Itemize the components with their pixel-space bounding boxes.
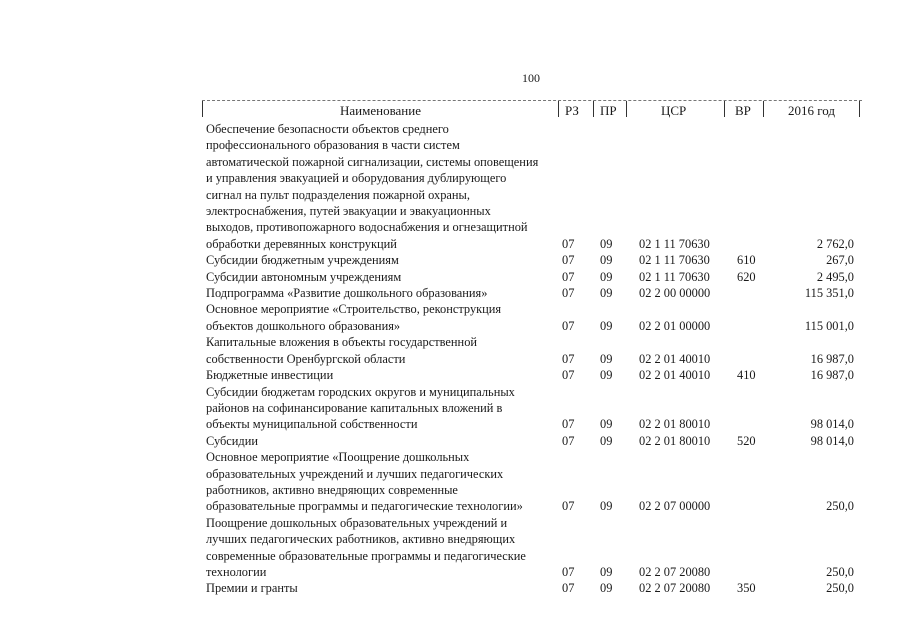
- header-name: Наименование: [340, 103, 421, 118]
- header-divider: [593, 101, 594, 117]
- cell-csr: 02 1 11 70630: [639, 269, 710, 284]
- table-row: [206, 449, 854, 515]
- cell-csr: 02 2 01 40010: [639, 351, 711, 366]
- header-pr: ПР: [600, 103, 617, 118]
- page-number: 100: [522, 71, 540, 85]
- cell-amount: 115 001,0: [804, 318, 854, 333]
- cell-pr: 09: [600, 564, 613, 579]
- cell-amount: 2 762,0: [816, 236, 854, 251]
- header-divider: [763, 101, 764, 117]
- table-row: [206, 334, 854, 367]
- cell-rz: 07: [562, 253, 575, 268]
- table-header: [202, 100, 862, 118]
- table-row: [206, 121, 854, 252]
- cell-vr: [737, 121, 787, 252]
- cell-amount: 115 351,0: [804, 286, 854, 301]
- cell-csr: 02 2 01 00000: [639, 318, 711, 333]
- cell-amount: 250,0: [826, 564, 854, 579]
- table-row: [206, 433, 854, 449]
- cell-csr: 02 2 01 80010: [639, 433, 711, 448]
- cell-amount: 98 014,0: [810, 417, 854, 432]
- cell-rz: 07: [562, 236, 575, 251]
- cell-vr: [737, 449, 787, 515]
- cell-name: Основное мероприятие «Строительство, реконструкция объектов дошкольного образования»: [206, 302, 502, 333]
- header-divider: [558, 101, 559, 117]
- cell-amount: 16 987,0: [810, 351, 854, 366]
- cell-csr: 02 2 01 80010: [639, 417, 711, 432]
- table-row: [206, 252, 854, 268]
- cell-amount: 267,0: [826, 253, 854, 268]
- header-year: 2016 год: [788, 103, 835, 118]
- cell-rz: 07: [562, 499, 575, 514]
- cell-vr: 520: [737, 433, 756, 448]
- table-row: [206, 285, 854, 301]
- cell-vr: 620: [737, 269, 756, 284]
- cell-rz: 07: [562, 581, 575, 596]
- header-divider: [859, 101, 860, 117]
- cell-pr: 09: [600, 499, 613, 514]
- cell-pr: 09: [600, 253, 613, 268]
- cell-name: Премии и гранты: [206, 581, 298, 596]
- cell-csr: 02 2 01 40010: [639, 368, 711, 383]
- cell-name: Субсидии бюджетам городских округов и муниципальных районов на софинансирование капитальных вложений в объекты муниципальной собственности: [206, 384, 515, 432]
- budget-table: [206, 121, 854, 597]
- cell-csr: 02 2 07 20080: [639, 581, 711, 596]
- cell-pr: 09: [600, 433, 613, 448]
- cell-csr: 02 2 07 00000: [639, 499, 711, 514]
- cell-pr: 09: [600, 236, 613, 251]
- cell-pr: 09: [600, 269, 613, 284]
- cell-vr: [737, 384, 787, 433]
- table-row: [206, 269, 854, 285]
- cell-amount: 250,0: [826, 499, 854, 514]
- cell-name: Субсидии: [206, 433, 258, 448]
- cell-amount: 2 495,0: [816, 269, 854, 284]
- header-vr: ВР: [735, 103, 751, 118]
- cell-rz: 07: [562, 318, 575, 333]
- table-row: [206, 367, 854, 383]
- cell-rz: 07: [562, 564, 575, 579]
- table-row: [206, 384, 854, 433]
- table-row: [206, 515, 854, 581]
- cell-name: Основное мероприятие «Поощрение дошкольных образовательных учреждений и лучших педагогических работников, активно внедряющих современные образовательные программы и педагогические технологии»: [206, 450, 523, 514]
- cell-name: Бюджетные инвестиции: [206, 368, 334, 383]
- header-rz: РЗ: [565, 103, 579, 118]
- table-row: [206, 301, 854, 334]
- cell-vr: [737, 285, 787, 301]
- cell-vr: 350: [737, 581, 756, 596]
- cell-pr: 09: [600, 368, 613, 383]
- cell-csr: 02 2 00 00000: [639, 286, 711, 301]
- cell-pr: 09: [600, 581, 613, 596]
- cell-rz: 07: [562, 286, 575, 301]
- cell-rz: 07: [562, 269, 575, 284]
- cell-pr: 09: [600, 417, 613, 432]
- cell-pr: 09: [600, 351, 613, 366]
- cell-csr: 02 2 07 20080: [639, 564, 711, 579]
- header-divider: [626, 101, 627, 117]
- cell-name: Субсидии бюджетным учреждениям: [206, 253, 399, 268]
- cell-name: Субсидии автономным учреждениям: [206, 269, 402, 284]
- cell-amount: 16 987,0: [810, 368, 854, 383]
- cell-name: Поощрение дошкольных образовательных учреждений и лучших педагогических работников, активно внедряющих современные образовательные программы и педагогические технологии: [206, 515, 526, 579]
- cell-vr: [737, 301, 787, 334]
- cell-vr: [737, 515, 787, 581]
- cell-name: Капитальные вложения в объекты государственной собственности Оренбургской области: [206, 335, 478, 366]
- cell-rz: 07: [562, 351, 575, 366]
- cell-vr: [737, 334, 787, 367]
- cell-csr: 02 1 11 70630: [639, 236, 710, 251]
- cell-rz: 07: [562, 433, 575, 448]
- cell-amount: 98 014,0: [810, 433, 854, 448]
- cell-name: Подпрограмма «Развитие дошкольного образования»: [206, 286, 488, 301]
- cell-csr: 02 1 11 70630: [639, 253, 710, 268]
- cell-vr: 610: [737, 253, 756, 268]
- cell-amount: 250,0: [826, 581, 854, 596]
- cell-rz: 07: [562, 368, 575, 383]
- header-divider: [724, 101, 725, 117]
- table-row: [206, 580, 854, 596]
- cell-pr: 09: [600, 286, 613, 301]
- cell-name: Обеспечение безопасности объектов среднего профессионального образования в части систем автоматической пожарной сигнализации, системы оповещения и управления эвакуацией и оборудования дублирующего сигнал на пульт подразделения пожарной охраны, электроснабжения, путей эвакуации и эвакуационных выходов, противопожарного водоснабжения и огнезащитной обработки деревянных конструкций: [206, 122, 539, 251]
- cell-rz: 07: [562, 417, 575, 432]
- header-divider: [202, 101, 203, 117]
- cell-pr: 09: [600, 318, 613, 333]
- cell-vr: 410: [737, 368, 756, 383]
- header-csr: ЦСР: [661, 103, 687, 118]
